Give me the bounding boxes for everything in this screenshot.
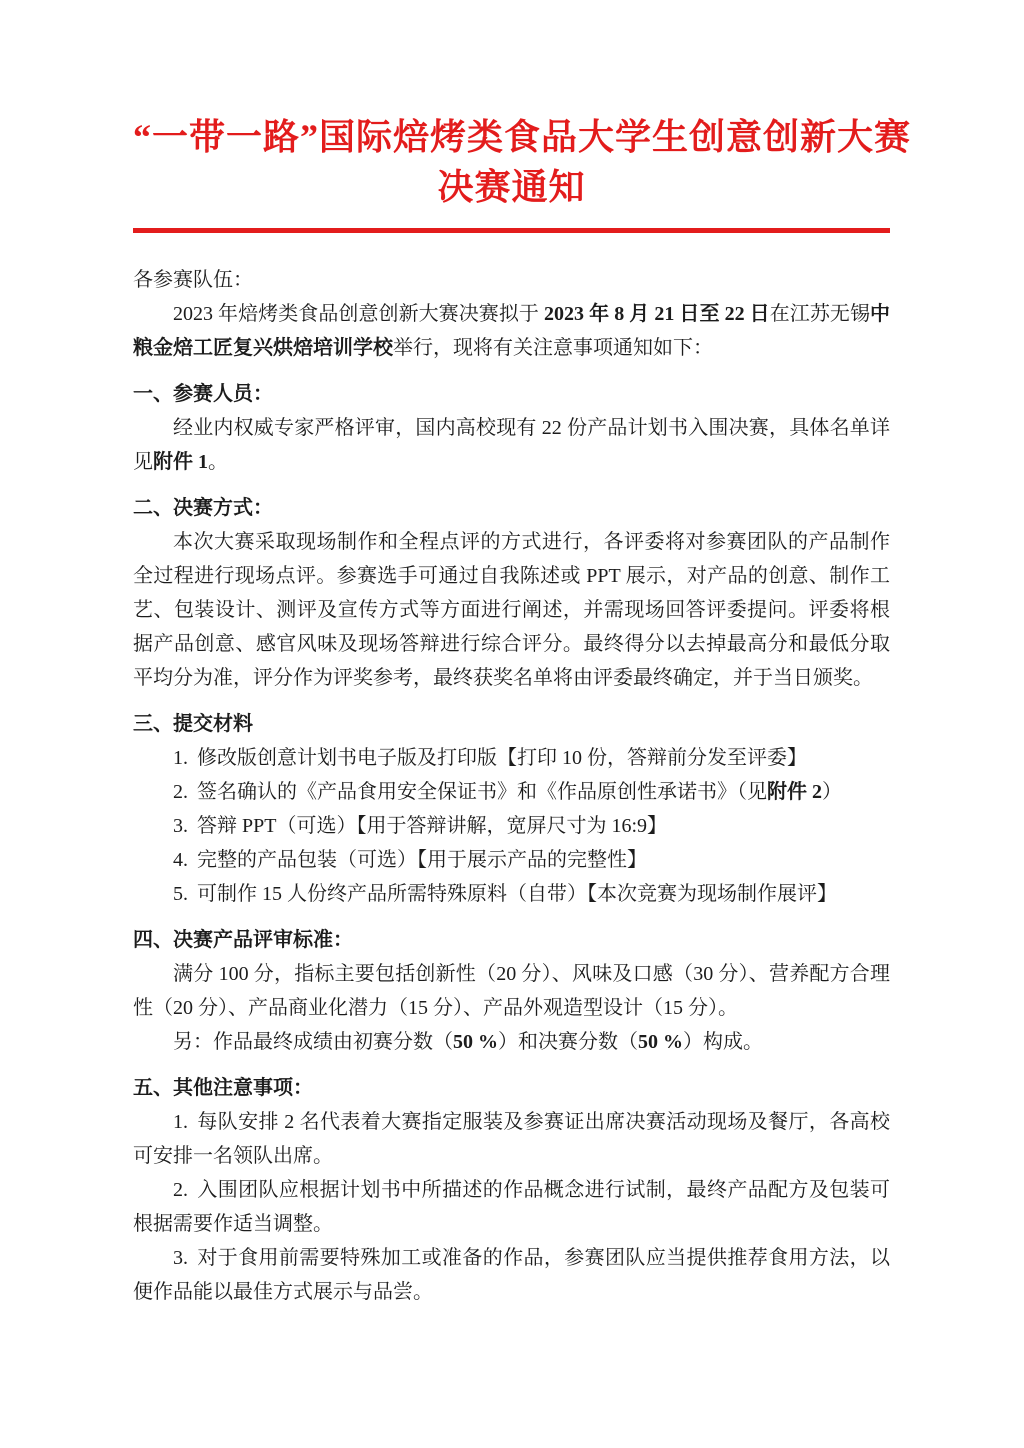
section4-final-percent-bold: 50 % [638, 1031, 683, 1053]
section4-heading: 四、决赛产品评审标准： [133, 929, 353, 951]
section1-seg3: 。 [208, 451, 228, 473]
materials-item-4-number: 4. [173, 849, 188, 871]
materials-item-3 [133, 809, 890, 843]
notes-item-2-number: 2. [173, 1179, 188, 1201]
document-title [133, 112, 912, 212]
salutation: 各参赛队伍： [133, 269, 253, 291]
materials-item-2 [133, 775, 890, 809]
section1-seg1: 经业内权威专家严格评审，国内高校现有 22 份产品计划书入围决赛，具体名单详见 [133, 417, 890, 473]
notes-item-1-number: 1. [173, 1111, 188, 1133]
materials-item-2-attachment2-bold: 附件 2 [767, 781, 822, 803]
materials-item-4-text: 完整的产品包装（可选）【用于展示产品的完整性】 [197, 849, 647, 871]
notes-item-1-text: 每队安排 2 名代表着大赛指定服装及参赛证出席决赛活动现场及餐厅，各高校可安排一名领队出席。 [133, 1111, 890, 1167]
document-title-line1: “一带一路”国际焙烤类食品大学生创意创新大赛 [133, 117, 912, 157]
intro-paragraph [133, 297, 890, 365]
materials-item-2-number: 2. [173, 781, 188, 803]
notes-item-3-number: 3. [173, 1247, 188, 1269]
section1-paragraph [133, 411, 890, 479]
materials-item-5 [133, 877, 890, 911]
document-title-line2: 决赛通知 [437, 167, 586, 207]
section4-paragraph2 [133, 1025, 890, 1059]
section4-p2-seg3: ）和决赛分数（ [498, 1031, 638, 1053]
intro-dates-bold: 2023 年 8 月 21 日至 22 日 [544, 303, 770, 325]
notes-item-2-text: 入围团队应根据计划书中所描述的作品概念进行试制，最终产品配方及包装可根据需要作适当调整。 [133, 1179, 890, 1235]
materials-item-2-seg1: 签名确认的《产品食用安全保证书》和《作品原创性承诺书》（见 [197, 781, 767, 803]
notes-item-2 [133, 1173, 890, 1241]
notes-item-1 [133, 1105, 890, 1173]
section1-heading: 一、参赛人员： [133, 383, 273, 405]
materials-item-1-number: 1. [173, 747, 188, 769]
materials-item-4 [133, 843, 890, 877]
intro-seg3: 在江苏无锡 [769, 303, 871, 325]
section5-heading: 五、其他注意事项： [133, 1077, 313, 1099]
materials-item-1 [133, 741, 890, 775]
notes-item-3-text: 对于食用前需要特殊加工或准备的作品，参赛团队应当提供推荐食用方法，以便作品能以最佳方式展示与品尝。 [133, 1247, 890, 1303]
title-divider-rule [133, 228, 890, 233]
materials-item-5-text: 可制作 15 人份终产品所需特殊原料（自带）【本次竞赛为现场制作展评】 [197, 883, 837, 905]
section3-heading: 三、提交材料 [133, 713, 253, 735]
materials-item-2-seg3: ） [822, 781, 842, 803]
section2-heading: 二、决赛方式： [133, 497, 273, 519]
section4-paragraph1: 满分 100 分，指标主要包括创新性（20 分）、风味及口感（30 分）、营养配方合理性（20 分）、产品商业化潜力（15 分）、产品外观造型设计（15 分）。 [133, 963, 890, 1019]
materials-item-3-text: 答辩 PPT（可选）【用于答辩讲解，宽屏尺寸为 16:9】 [197, 815, 668, 837]
materials-item-5-number: 5. [173, 883, 188, 905]
section1-attachment1-bold: 附件 1 [153, 451, 208, 473]
section4-p2-seg1: 另：作品最终成绩由初赛分数（ [173, 1031, 453, 1053]
materials-item-1-text: 修改版创意计划书电子版及打印版【打印 10 份，答辩前分发至评委】 [197, 747, 807, 769]
section2-paragraph: 本次大赛采取现场制作和全程点评的方式进行，各评委将对参赛团队的产品制作全过程进行现场点评。参赛选手可通过自我陈述或 PPT 展示，对产品的创意、制作工艺、包装设计、测评及宣传方式等方面进行阐述，并需现场回答评委提问。评委将根据产品创意、感官风味及现场答辩进行综合评分。最终得分以去掉最高分和最低分取平均分为准，评分作为评奖参考，最终获奖名单将由评委最终确定，并于当日颁奖。 [133, 531, 890, 689]
notes-item-3 [133, 1241, 890, 1309]
intro-seg1: 2023 年焙烤类食品创意创新大赛决赛拟于 [173, 303, 545, 325]
intro-venue-bold: 中粮金焙工匠复兴烘焙培训学校 [133, 303, 891, 359]
intro-seg5: 举行，现将有关注意事项通知如下： [393, 337, 713, 359]
materials-item-3-number: 3. [173, 815, 188, 837]
section4-p2-seg5: ）构成。 [683, 1031, 763, 1053]
section4-prelim-percent-bold: 50 % [453, 1031, 498, 1053]
